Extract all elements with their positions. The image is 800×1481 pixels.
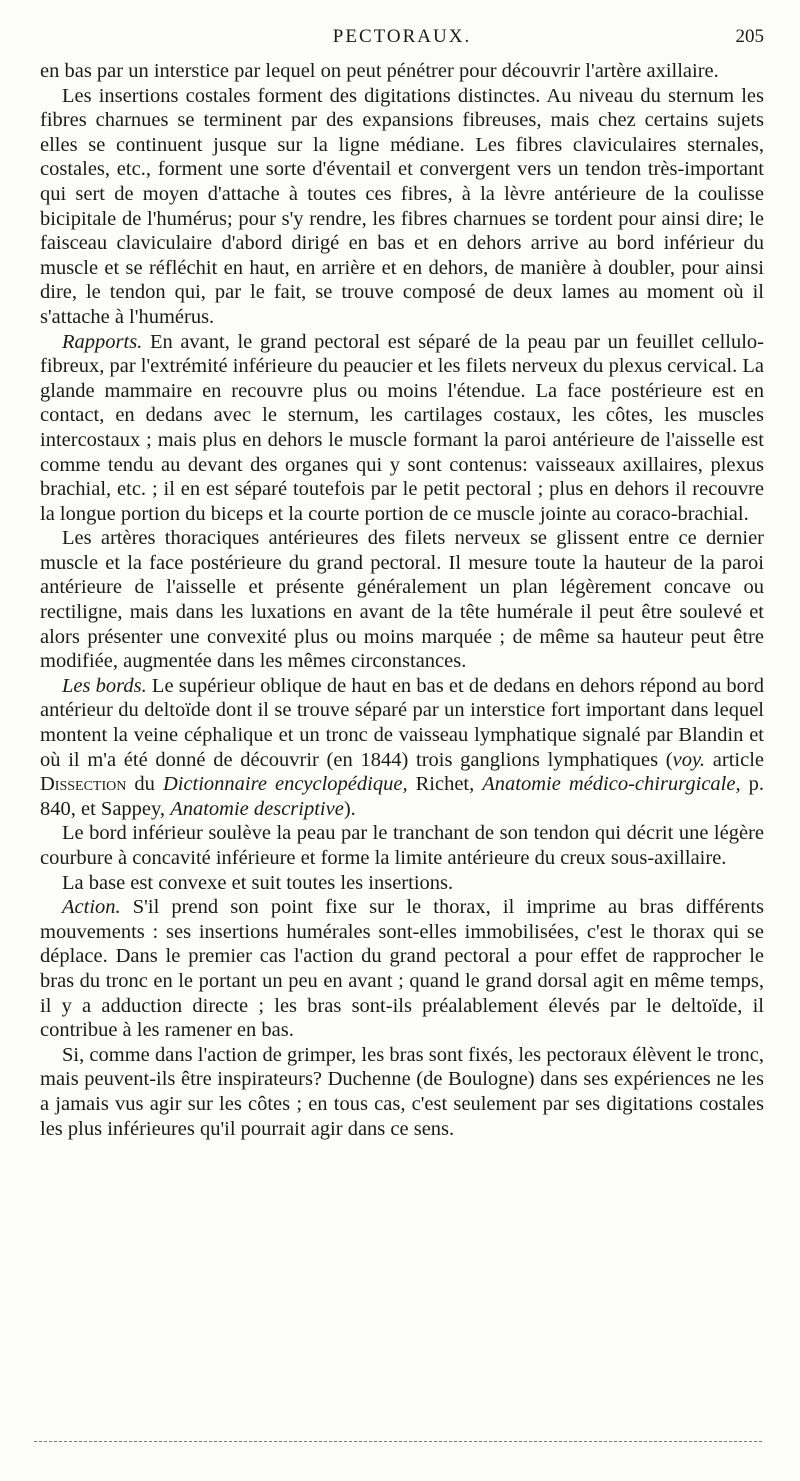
running-title: PECTORAUX. (332, 26, 472, 47)
section-label-les-bords: Les bords. (62, 674, 147, 697)
paragraph-arteres-thoraciques: Les artères thoraciques antérieures des filets nerveux se glissent entre ce dernier muscle et la face postérieure du grand pectoral. Il mesure toute la hauteur de la paroi antérieure de l'aisselle et présente généralement un plan légèrement concave ou rectiligne, mais dans les luxations en avant de la tête humérale il peut être soulevé et alors présenter une convexité plus ou moins marquée ; de même sa hauteur peut être modifiée, augmentée dans les mêmes circonstances. (40, 527, 764, 673)
paragraph-action: Action. S'il prend son point fixe sur le thorax, il imprime au bras différents mouvements : ses insertions humérales sont-elles immobilisées, c'est le thorax qui se déplace. Dans le premier cas l'action du grand pectoral a pour effet de rapprocher le bras du tronc en le portant un peu en avant ; quand le grand dorsal agit en même temps, il y a adduction directe ; les bras sont-ils préalablement élevés par le deltoïde, il contribue à les ramener en bas. (40, 896, 764, 1042)
paragraph-insertions-costales: Les insertions costales forment des digitations distinctes. Au niveau du sternum les fibres charnues se terminent par des expansions fibreuses, mais chez certains sujets elles se continuent jusque sur la ligne médiane. Les fibres claviculaires sternales, costales, etc., forment une sorte d'éventail et convergent vers un tendon très-important qui sert de moyen d'attache à toutes ces fibres, à la lèvre antérieure de la coulisse bicipitale de l'humérus; pour s'y rendre, les fibres charnues se tordent pour ainsi dire; le faisceau claviculaire d'abord dirigé en bas et en dehors arrive au bord inférieur du muscle et se réfléchit en haut, en arrière et en dehors, de manière à doubler, pour ainsi dire, le tendon qui, par le fait, se trouve composé de deux lames au moment où il s'attache à l'humérus. (40, 84, 764, 328)
page-header (40, 26, 764, 56)
section-label-rapports: Rapports. (62, 330, 143, 353)
paragraph-continuation: en bas par un interstice par lequel on peut pénétrer pour découvrir l'artère axillaire. (40, 60, 719, 82)
paragraph-base: La base est convexe et suit toutes les insertions. (62, 871, 454, 894)
page-number: 205 (735, 26, 764, 47)
paragraph-bord-inferieur: Le bord inférieur soulève la peau par le tranchant de son tendon qui décrit une légère courbure à concavité inférieure et forme la limite antérieure du creux sous-axillaire. (40, 822, 764, 869)
paragraph-les-bords: Les bords. Le supérieur oblique de haut en bas et de dedans en dehors répond au bord antérieur du deltoïde dont il se trouve séparé par un interstice fort important dans lequel montent la veine céphalique et un tronc de vaisseau lymphatique signalé par Blandin et où il m'a été donné de découvrir (en 1844) trois ganglions lymphatiques (voy. article Dissection du Dictionnaire encyclopédique, Richet, Anatomie médico-chirurgicale, p. 840, et Sappey, Anatomie descriptive). (40, 674, 765, 820)
body-text (40, 59, 764, 1141)
section-label-action: Action. (62, 896, 121, 919)
paragraph-rapports: Rapports. En avant, le grand pectoral est séparé de la peau par un feuillet cellulo-fibreux, par l'extrémité inférieure du peaucier et les filets nerveux du plexus cervical. La glande mammaire en recouvre plus ou moins l'étendue. La face postérieure est en contact, en dedans avec le sternum, les cartilages costaux, les côtes, les muscles intercostaux ; mais plus en dehors le muscle formant la paroi antérieure de l'aisselle est comme tendu au devant des organes qui y sont contenus: vaisseaux axillaires, plexus brachial, etc. ; il en est séparé toutefois par le petit pectoral ; plus en dehors il recouvre la longue portion du biceps et la courte portion de ce muscle jointe au coraco-brachial. (40, 330, 764, 525)
footer-rule (34, 1441, 762, 1442)
paragraph-grimper: Si, comme dans l'action de grimper, les bras sont fixés, les pectoraux élèvent le tronc, mais peuvent-ils être inspirateurs? Duchenne (de Boulogne) dans ses expériences ne les a jamais vus agir sur les côtes ; en tous cas, c'est seulement par ses digitations costales les plus inférieures qu'il pourrait agir dans ce sens. (40, 1043, 764, 1140)
